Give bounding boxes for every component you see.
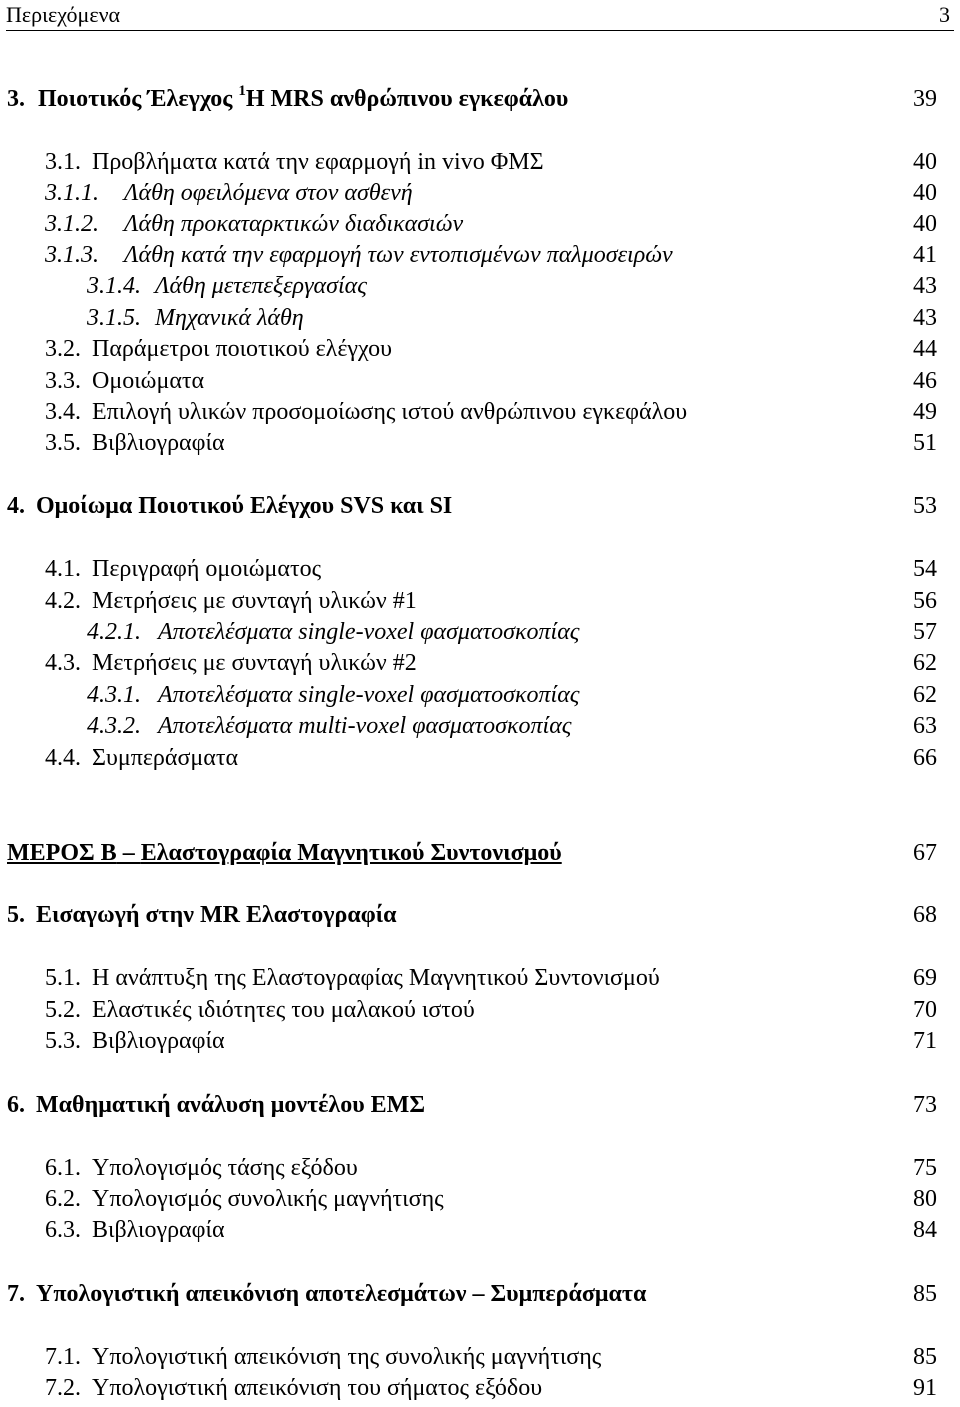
entry-page: 63 [913, 713, 937, 739]
entry-title: Υπολογισμός τάσης εξόδου [92, 1155, 358, 1181]
entry-title: Συμπεράσματα [92, 745, 239, 771]
entry-page: 67 [913, 840, 937, 866]
toc-entry-3-3[interactable] [0, 366, 960, 396]
entry-number: 3. [7, 86, 25, 112]
entry-title: Λάθη κατά την εφαρμογή των εντοπισμένων παλμοσειρών [124, 242, 673, 268]
entry-page: 73 [913, 1092, 937, 1118]
entry-number: 4.3.2. [87, 713, 141, 739]
entry-number: 6. [7, 1092, 25, 1118]
entry-number: 3.1.4. [87, 273, 141, 299]
entry-page: 40 [913, 149, 937, 175]
entry-title: Βιβλιογραφία [92, 1028, 225, 1054]
entry-page: 40 [913, 180, 937, 206]
toc-entry-3-1[interactable] [0, 147, 960, 177]
header-page-number: 3 [939, 2, 950, 27]
entry-page: 62 [913, 650, 937, 676]
entry-number: 3.2. [45, 336, 81, 362]
entry-number: 5.1. [45, 965, 81, 991]
entry-number: 4.3. [45, 650, 81, 676]
toc-entry-4-1[interactable] [0, 554, 960, 584]
entry-page: 85 [913, 1281, 937, 1307]
toc-entry-3-1-4[interactable] [0, 271, 960, 301]
toc-chapter-6[interactable] [0, 1090, 960, 1120]
entry-title: Ομοιώματα [92, 368, 205, 394]
entry-number: 4.1. [45, 556, 81, 582]
entry-title: Υπολογιστική απεικόνιση του σήματος εξόδου [92, 1375, 543, 1401]
entry-title: Μετρήσεις με συνταγή υλικών #1 [92, 588, 417, 614]
entry-page: 43 [913, 305, 937, 331]
entry-number: 3.1.5. [87, 305, 141, 331]
entry-title: Περιγραφή ομοιώματος [92, 556, 322, 582]
entry-title: Μαθηματική ανάλυση μοντέλου ΕΜΣ [36, 1092, 426, 1118]
entry-title: Μηχανικά λάθη [155, 305, 304, 331]
entry-page: 85 [913, 1344, 937, 1370]
entry-page: 68 [913, 902, 937, 928]
entry-title: Προβλήματα κατά την εφαρμογή in vivo ΦΜΣ [92, 149, 544, 175]
entry-number: 4. [7, 493, 25, 519]
entry-title: Αποτελέσματα single-voxel φασματοσκοπίας [158, 619, 580, 645]
toc-entry-3-2[interactable] [0, 334, 960, 364]
entry-number: 3.4. [45, 399, 81, 425]
toc-entry-6-1[interactable] [0, 1153, 960, 1183]
entry-title: Λάθη οφειλόμενα στον ασθενή [124, 180, 413, 206]
entry-number: 4.2. [45, 588, 81, 614]
entry-title: Αποτελέσματα multi-voxel φασματοσκοπίας [158, 713, 572, 739]
entry-number: 6.1. [45, 1155, 81, 1181]
entry-number: 7.1. [45, 1344, 81, 1370]
entry-page: 70 [913, 997, 937, 1023]
entry-title: ΜΕΡΟΣ Β – Ελαστογραφία Μαγνητικού Συντονισμού [7, 840, 562, 866]
entry-title: Ποιοτικός Έλεγχος $^1$H MRS ανθρώπινου εγκεφάλου [38, 83, 569, 112]
toc-entry-7-1[interactable] [0, 1342, 960, 1372]
toc-entry-3-4[interactable] [0, 397, 960, 427]
toc-chapter-5[interactable] [0, 900, 960, 930]
toc-part-b[interactable] [0, 838, 960, 868]
toc-entry-4-3-2[interactable] [0, 711, 960, 741]
entry-number: 5.3. [45, 1028, 81, 1054]
toc-entry-4-2[interactable] [0, 586, 960, 616]
toc-entry-3-1-3[interactable] [0, 240, 960, 270]
toc-entry-4-2-1[interactable] [0, 617, 960, 647]
entry-page: 66 [913, 745, 937, 771]
entry-page: 56 [913, 588, 937, 614]
toc-entry-3-1-2[interactable] [0, 209, 960, 239]
entry-number: 7.2. [45, 1375, 81, 1401]
entry-page: 91 [913, 1375, 937, 1401]
entry-page: 51 [913, 430, 937, 456]
entry-page: 54 [913, 556, 937, 582]
entry-page: 84 [913, 1217, 937, 1243]
entry-page: 69 [913, 965, 937, 991]
toc-entry-6-2[interactable] [0, 1184, 960, 1214]
entry-page: 39 [913, 86, 937, 112]
entry-title: Βιβλιογραφία [92, 1217, 225, 1243]
entry-page: 57 [913, 619, 937, 645]
entry-title: Μετρήσεις με συνταγή υλικών #2 [92, 650, 417, 676]
entry-title: Λάθη προκαταρκτικών διαδικασιών [124, 211, 464, 237]
entry-number: 3.1.2. [45, 211, 99, 237]
toc-entry-5-1[interactable] [0, 963, 960, 993]
entry-title: Παράμετροι ποιοτικού ελέγχου [92, 336, 393, 362]
entry-page: 80 [913, 1186, 937, 1212]
entry-page: 53 [913, 493, 937, 519]
toc-chapter-7[interactable] [0, 1279, 960, 1309]
entry-page: 41 [913, 242, 937, 268]
entry-title: Υπολογιστική απεικόνιση της συνολικής μαγνήτισης [92, 1344, 602, 1370]
toc-chapter-4[interactable] [0, 491, 960, 521]
entry-number: 3.3. [45, 368, 81, 394]
toc-entry-7-2[interactable] [0, 1373, 960, 1403]
page-header [6, 0, 954, 31]
entry-title: Εισαγωγή στην MR Ελαστογραφία [36, 902, 397, 928]
entry-title: Αποτελέσματα single-voxel φασματοσκοπίας [158, 682, 580, 708]
toc-entry-5-2[interactable] [0, 995, 960, 1025]
entry-page: 44 [913, 336, 937, 362]
entry-title: Επιλογή υλικών προσομοίωσης ιστού ανθρώπινου εγκεφάλου [92, 399, 688, 425]
entry-number: 4.3.1. [87, 682, 141, 708]
entry-title: Ελαστικές ιδιότητες του μαλακού ιστού [92, 997, 475, 1023]
entry-number: 3.1.3. [45, 242, 99, 268]
entry-number: 6.3. [45, 1217, 81, 1243]
entry-title: Λάθη μετεπεξεργασίας [155, 273, 367, 299]
entry-page: 71 [913, 1028, 937, 1054]
entry-title: Βιβλιογραφία [92, 430, 225, 456]
entry-title: Υπολογιστική απεικόνιση αποτελεσμάτων – Συμπεράσματα [36, 1281, 647, 1307]
entry-number: 5. [7, 902, 25, 928]
toc-entry-3-1-5[interactable] [0, 303, 960, 333]
toc-entry-4-3-1[interactable] [0, 680, 960, 710]
entry-number: 6.2. [45, 1186, 81, 1212]
entry-number: 3.1. [45, 149, 81, 175]
entry-page: 40 [913, 211, 937, 237]
entry-page: 62 [913, 682, 937, 708]
header-title: Περιεχόμενα [6, 2, 121, 27]
entry-number: 3.5. [45, 430, 81, 456]
toc-entry-5-3[interactable] [0, 1026, 960, 1056]
toc-entry-3-1-1[interactable] [0, 178, 960, 208]
entry-number: 4.2.1. [87, 619, 141, 645]
toc-chapter-3[interactable] [0, 84, 960, 114]
entry-page: 49 [913, 399, 937, 425]
entry-title: Η ανάπτυξη της Ελαστογραφίας Μαγνητικού Συντονισμού [92, 965, 660, 991]
entry-number: 5.2. [45, 997, 81, 1023]
entry-page: 43 [913, 273, 937, 299]
toc-entry-4-4[interactable] [0, 743, 960, 773]
entry-number: 4.4. [45, 745, 81, 771]
toc-entry-3-5[interactable] [0, 428, 960, 458]
entry-title: Υπολογισμός συνολικής μαγνήτισης [92, 1186, 444, 1212]
entry-title: Ομοίωμα Ποιοτικού Ελέγχου SVS και SI [36, 493, 453, 519]
entry-number: 3.1.1. [45, 180, 99, 206]
entry-number: 7. [7, 1281, 25, 1307]
toc-entry-4-3[interactable] [0, 648, 960, 678]
entry-page: 46 [913, 368, 937, 394]
entry-page: 75 [913, 1155, 937, 1181]
toc-entry-6-3[interactable] [0, 1215, 960, 1245]
